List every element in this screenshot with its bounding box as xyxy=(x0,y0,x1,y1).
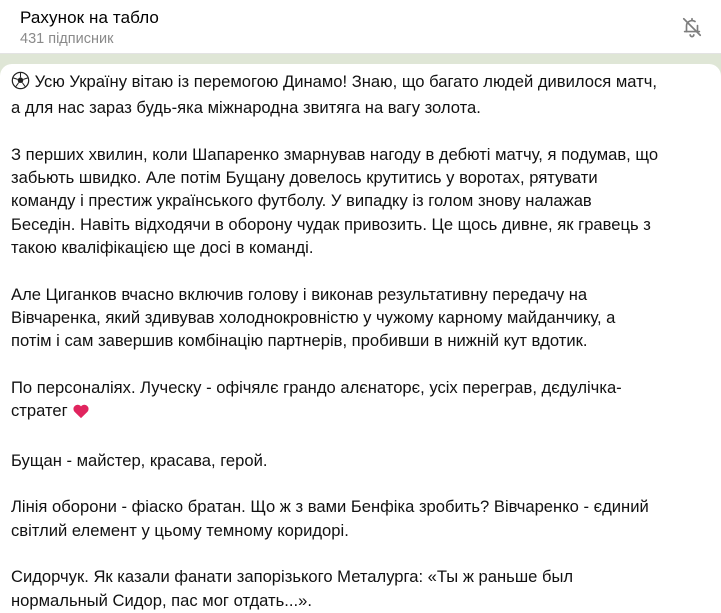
message-line: потім і сам завершив комбінацію партнерів, пробивши в нижній кут вдотик. xyxy=(11,331,588,351)
chat-area xyxy=(0,54,721,613)
message-bubble xyxy=(0,64,721,613)
paragraph-5 xyxy=(11,449,715,472)
channel-title[interactable]: Рахунок на табло xyxy=(20,8,159,27)
message-line: Сидорчук. Як казали фанати запорізького Металурга: «Ты ж раньше был xyxy=(11,567,574,587)
subscriber-count: 431 підписник xyxy=(20,31,114,47)
paragraph-7 xyxy=(11,565,715,612)
paragraph-1 xyxy=(11,70,715,120)
message-line: світлий елемент у цьому темному коридорі. xyxy=(11,520,349,540)
paragraph-3 xyxy=(11,283,715,353)
message-line: Вівчаренка, який здивував холоднокровністю у чужому карному майданчику, а xyxy=(11,307,616,327)
paragraph-2 xyxy=(11,143,715,259)
message-line: Лінія оборони - фіаско братан. Що ж з вами Бенфіка зробить? Вівчаренко - єдиний xyxy=(11,497,649,517)
message-line: По персоналіях. Луческу - офічялє грандо алєнаторє, усіх переграв, дєдулічка- xyxy=(11,377,622,397)
red-heart-icon xyxy=(72,402,90,425)
paragraph-4 xyxy=(11,376,715,426)
message-line: З перших хвилин, коли Шапаренко змарнував нагоду в дебюті матчу, я подумав, що xyxy=(11,144,659,164)
message-line: забьють швидко. Але потім Бущану довелось крутитись у воротах, рятувати xyxy=(11,168,598,188)
message-line: Беседін. Навіть відходячи в оборону чудак привозить. Це щось дивне, як гравець з xyxy=(11,214,651,234)
message-line: нормальный Сидор, пас мог отдать...». xyxy=(11,590,312,610)
soccer-ball-icon xyxy=(11,71,30,96)
channel-header[interactable] xyxy=(0,0,721,54)
message-line: команду і престиж українського футболу. У випадку із голом знову налажав xyxy=(11,191,592,211)
message-line: Але Циганков вчасно включив голову і виконав результативну передачу на xyxy=(11,284,588,304)
message-line: а для нас зараз будь-яка міжнародна звитяга на вагу золота. xyxy=(11,98,481,118)
message-line: Бущан - майстер, красава, герой. xyxy=(11,450,268,470)
message-line: стратег xyxy=(11,399,715,425)
message-text xyxy=(11,70,715,613)
message-line: такою кваліфікацією ще досі в команді. xyxy=(11,238,314,258)
message-line: Усю Україну вітаю із перемогою Динамо! Знаю, що багато людей дивилося матч, xyxy=(11,70,715,96)
paragraph-6 xyxy=(11,495,715,542)
bell-off-icon[interactable] xyxy=(679,14,705,40)
